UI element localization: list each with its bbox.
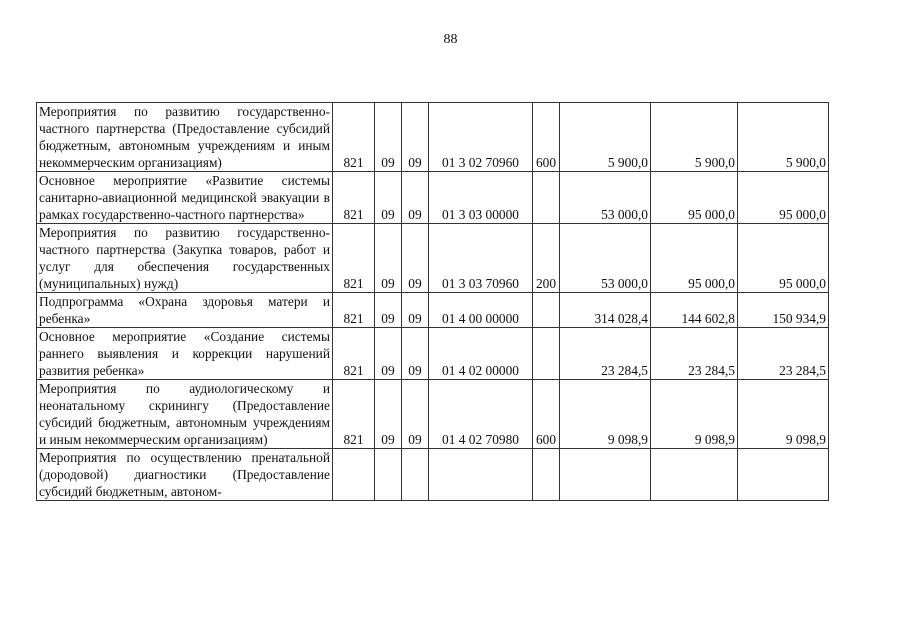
expense-type-code: 600 <box>533 380 560 449</box>
row-name: Мероприятия по развитию государственно-частного партнерства (Закупка товаров, работ и услуг для обеспечения государственных (муниципальных) нужд) <box>37 224 333 293</box>
amount-year-2: 144 602,8 <box>651 293 738 328</box>
amount-year-2: 95 000,0 <box>651 172 738 224</box>
expense-type-code <box>533 328 560 380</box>
amount-year-2: 95 000,0 <box>651 224 738 293</box>
grbs-code: 821 <box>333 103 375 172</box>
table-row <box>37 103 829 172</box>
amount-year-3 <box>738 449 829 501</box>
amount-year-3: 150 934,9 <box>738 293 829 328</box>
amount-year-3: 95 000,0 <box>738 172 829 224</box>
amount-year-1: 53 000,0 <box>560 224 651 293</box>
section-code: 09 <box>375 224 402 293</box>
table-row <box>37 380 829 449</box>
grbs-code <box>333 449 375 501</box>
amount-year-2: 5 900,0 <box>651 103 738 172</box>
table-row <box>37 328 829 380</box>
amount-year-2 <box>651 449 738 501</box>
budget-table <box>36 102 829 501</box>
amount-year-1: 5 900,0 <box>560 103 651 172</box>
grbs-code: 821 <box>333 172 375 224</box>
section-code: 09 <box>375 103 402 172</box>
grbs-code: 821 <box>333 328 375 380</box>
table-row <box>37 172 829 224</box>
target-article-code: 01 3 03 00000 <box>429 172 533 224</box>
amount-year-1: 314 028,4 <box>560 293 651 328</box>
amount-year-3: 95 000,0 <box>738 224 829 293</box>
target-article-code: 01 3 03 70960 <box>429 224 533 293</box>
subsection-code: 09 <box>402 293 429 328</box>
expense-type-code: 200 <box>533 224 560 293</box>
page-number: 88 <box>443 32 458 47</box>
row-name: Подпрограмма «Охрана здоровья матери и ребенка» <box>37 293 333 328</box>
expense-type-code <box>533 293 560 328</box>
expense-type-code <box>533 172 560 224</box>
section-code: 09 <box>375 293 402 328</box>
row-name: Основное мероприятие «Развитие системы санитарно-авиационной медицинской эвакуации в рамках государственно-частного партнерства» <box>37 172 333 224</box>
expense-type-code <box>533 449 560 501</box>
target-article-code: 01 4 02 00000 <box>429 328 533 380</box>
amount-year-3: 5 900,0 <box>738 103 829 172</box>
target-article-code: 01 4 02 70980 <box>429 380 533 449</box>
row-name: Основное мероприятие «Создание системы раннего выявления и коррекции нарушений развития ребенка» <box>37 328 333 380</box>
expense-type-code: 600 <box>533 103 560 172</box>
row-name: Мероприятия по аудиологическому и неонатальному скринингу (Предоставление субсидий бюджетным, автономным учреждениям и иным некоммерческим организациям) <box>37 380 333 449</box>
subsection-code <box>402 449 429 501</box>
table-row <box>37 224 829 293</box>
grbs-code: 821 <box>333 380 375 449</box>
row-name: Мероприятия по осуществлению пренатальной (дородовой) диагностики (Предоставление субсидий бюджетным, автоном- <box>37 449 333 501</box>
section-code: 09 <box>375 328 402 380</box>
subsection-code: 09 <box>402 328 429 380</box>
amount-year-1: 23 284,5 <box>560 328 651 380</box>
amount-year-1: 9 098,9 <box>560 380 651 449</box>
target-article-code: 01 3 02 70960 <box>429 103 533 172</box>
row-name: Мероприятия по развитию государственно-частного партнерства (Предоставление субсидий бюджетным, автономным учреждениям и иным некоммерческим организациям) <box>37 103 333 172</box>
amount-year-1: 53 000,0 <box>560 172 651 224</box>
section-code <box>375 449 402 501</box>
table-row <box>37 449 829 501</box>
amount-year-1 <box>560 449 651 501</box>
subsection-code: 09 <box>402 380 429 449</box>
amount-year-2: 23 284,5 <box>651 328 738 380</box>
amount-year-3: 23 284,5 <box>738 328 829 380</box>
grbs-code: 821 <box>333 224 375 293</box>
section-code: 09 <box>375 380 402 449</box>
table-row <box>37 293 829 328</box>
target-article-code <box>429 449 533 501</box>
target-article-code: 01 4 00 00000 <box>429 293 533 328</box>
amount-year-3: 9 098,9 <box>738 380 829 449</box>
amount-year-2: 9 098,9 <box>651 380 738 449</box>
subsection-code: 09 <box>402 224 429 293</box>
grbs-code: 821 <box>333 293 375 328</box>
subsection-code: 09 <box>402 103 429 172</box>
section-code: 09 <box>375 172 402 224</box>
subsection-code: 09 <box>402 172 429 224</box>
